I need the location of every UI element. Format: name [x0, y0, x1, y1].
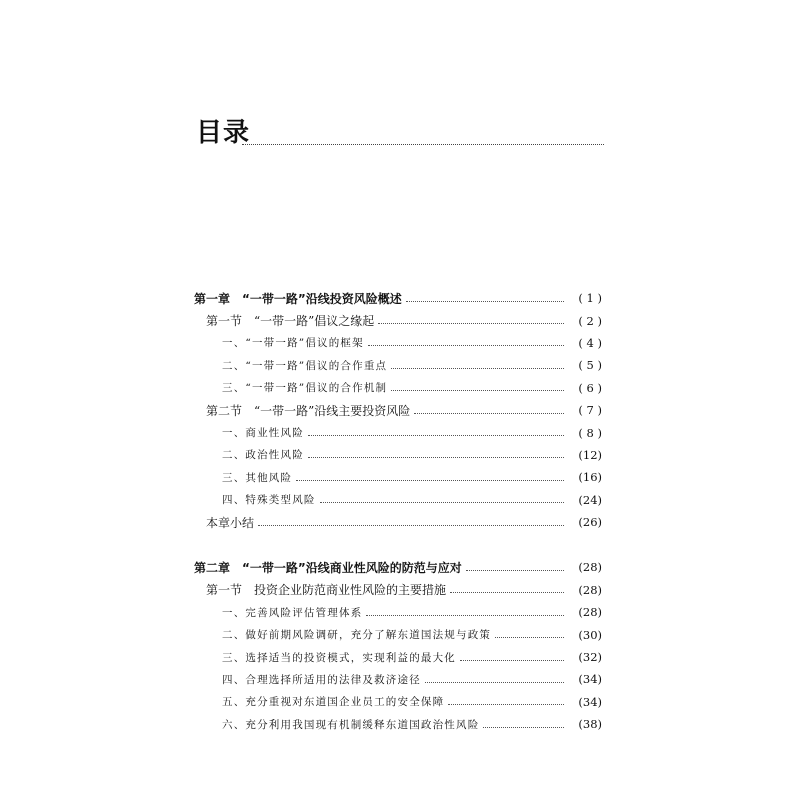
toc-entry-summary[interactable]: [194, 511, 602, 533]
toc-list: [194, 287, 602, 735]
toc-entry-label: 五、充分重视对东道国企业员工的安全保障: [222, 696, 445, 709]
dot-leader: [406, 301, 564, 302]
dot-leader: [495, 637, 564, 638]
toc-entry-label: 四、特殊类型风险: [222, 494, 316, 507]
toc-entry-label: 第二章 “一带一路”沿线商业性风险的防范与应对: [194, 560, 462, 575]
dot-leader: [448, 704, 564, 705]
toc-page-number: (12): [578, 447, 602, 462]
toc-entry-label: 第一节 投资企业防范商业性风险的主要措施: [206, 583, 447, 598]
toc-entry-section[interactable]: [194, 399, 602, 421]
toc-entry-label: 一、商业性风险: [222, 427, 304, 440]
toc-page-number: ( 5 ): [578, 358, 602, 373]
toc-entry-chapter-2[interactable]: [194, 556, 602, 578]
dot-leader: [258, 525, 564, 526]
dot-leader: [320, 502, 564, 503]
toc-entry-item[interactable]: [194, 332, 602, 354]
dot-leader: [460, 660, 564, 661]
toc-entry-section[interactable]: [194, 309, 602, 331]
dot-leader: [483, 727, 564, 728]
toc-entry-item[interactable]: [194, 489, 602, 511]
toc-entry-label: 六、充分利用我国现有机制缓释东道国政治性风险: [222, 718, 480, 731]
dot-leader: [425, 682, 564, 683]
toc-entry-label: 四、合理选择所适用的法律及救济途径: [222, 673, 421, 686]
toc-entry-chapter-1[interactable]: [194, 287, 602, 309]
dot-leader: [308, 457, 564, 458]
toc-page-number: (16): [578, 470, 602, 485]
dot-leader: [466, 570, 564, 571]
dot-leader: [378, 323, 564, 324]
dot-leader: [368, 345, 564, 346]
dot-leader: [414, 413, 564, 414]
toc-entry-label: 二、政治性风险: [222, 449, 304, 462]
toc-page-number: (28): [578, 560, 602, 575]
toc-page-number: (38): [578, 717, 602, 732]
title-dotted-rule: [242, 144, 604, 145]
toc-entry-item[interactable]: [194, 421, 602, 443]
toc-entry-label: 三、选择适当的投资模式，实现利益的最大化: [222, 651, 456, 664]
toc-entry-label: 三、其他风险: [222, 471, 293, 484]
toc-entry-label: 二、“一带一路”倡议的合作重点: [222, 359, 388, 372]
toc-entry-label: 本章小结: [206, 515, 255, 530]
toc-entry-item[interactable]: [194, 713, 602, 735]
toc-page-number: (34): [578, 672, 602, 687]
toc-entry-label: 一、“一带一路”倡议的框架: [222, 337, 364, 350]
toc-page-number: (26): [578, 515, 602, 530]
dot-leader: [450, 592, 564, 593]
toc-entry-label: 第一节 “一带一路”倡议之缘起: [206, 314, 375, 329]
toc-entry-item[interactable]: [194, 466, 602, 488]
toc-entry-item[interactable]: [194, 601, 602, 623]
toc-page-number: (28): [578, 582, 602, 597]
toc-entry-label: 一、完善风险评估管理体系: [222, 606, 363, 619]
toc-page-number: ( 1 ): [578, 291, 602, 306]
toc-page-number: (32): [578, 650, 602, 665]
dot-leader: [391, 368, 564, 369]
toc-entry-label: 三、“一带一路”倡议的合作机制: [222, 382, 388, 395]
dot-leader: [308, 435, 564, 436]
page-title: 目录: [196, 118, 251, 148]
toc-entry-item[interactable]: [194, 444, 602, 466]
toc-page-number: (28): [578, 605, 602, 620]
toc-entry-item[interactable]: [194, 646, 602, 668]
dot-leader: [366, 615, 564, 616]
toc-page-number: ( 7 ): [578, 403, 602, 418]
toc-page-number: (24): [578, 492, 602, 507]
toc-heading: [196, 116, 604, 152]
toc-entry-label: 第一章 “一带一路”沿线投资风险概述: [194, 291, 402, 306]
toc-entry-item[interactable]: [194, 623, 602, 645]
toc-page-number: ( 8 ): [578, 425, 602, 440]
toc-page-number: (34): [578, 694, 602, 709]
toc-entry-item[interactable]: [194, 691, 602, 713]
toc-entry-item[interactable]: [194, 354, 602, 376]
toc-entry-section[interactable]: [194, 579, 602, 601]
toc-entry-item[interactable]: [194, 668, 602, 690]
toc-entry-label: 二、做好前期风险调研，充分了解东道国法规与政策: [222, 629, 492, 642]
toc-page-number: ( 2 ): [578, 313, 602, 328]
dot-leader: [391, 390, 564, 391]
toc-page-number: (30): [578, 627, 602, 642]
toc-entry-item[interactable]: [194, 377, 602, 399]
dot-leader: [296, 480, 564, 481]
toc-page-number: ( 6 ): [578, 380, 602, 395]
toc-entry-label: 第二节 “一带一路”沿线主要投资风险: [206, 403, 411, 418]
toc-page-number: ( 4 ): [578, 335, 602, 350]
